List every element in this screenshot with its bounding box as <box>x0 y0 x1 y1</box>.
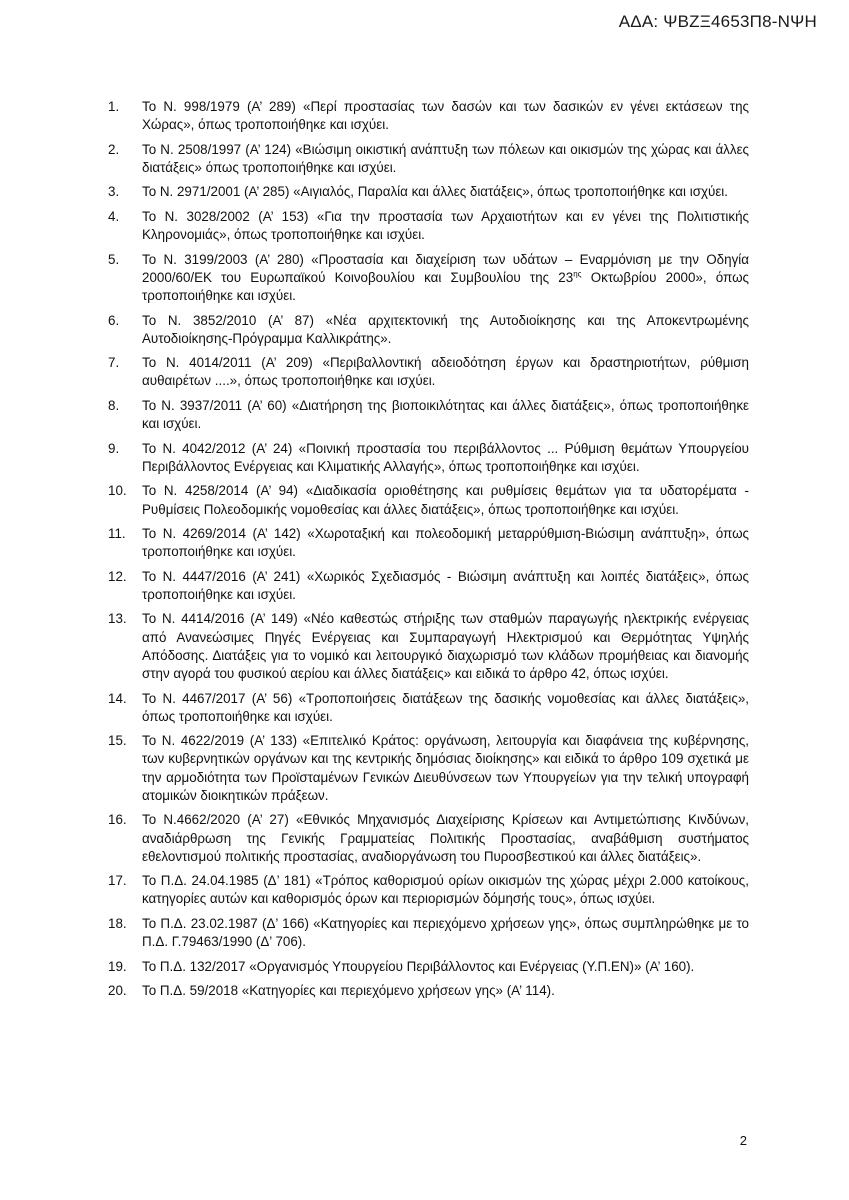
list-item <box>108 354 749 390</box>
list-item <box>108 440 749 476</box>
list-item <box>108 397 749 433</box>
item-text-after: Οκτωβρίου 2000», όπως τροποποιήθηκε και ισχύει. <box>142 269 749 304</box>
item-text: Το Ν. 4447/2016 (Α’ 241) «Χωρικός Σχεδιασμός - Βιώσιμη ανάπτυξη και λοιπές διατάξεις», όπως τροποποιήθηκε και ισχύει. <box>142 568 749 602</box>
item-text: Το Π.Δ. 23.02.1987 (Δ’ 166) «Κατηγορίες και περιεχόμενο χρήσεων γης», όπως συμπληρώθηκε με το Π.Δ. Γ.79463/1990 (Δ’ 706). <box>142 915 749 950</box>
list-item <box>108 568 749 604</box>
item-number: 20. <box>108 983 127 999</box>
item-text: Το Ν. 4467/2017 (Α’ 56) «Τροποποιήσεις διατάξεων της δασικής νομοθεσίας και άλλες διατάξεις», όπως τροποποιήθηκε και ισχύει. <box>142 690 749 724</box>
item-number: 6. <box>108 312 120 328</box>
item-number: 3. <box>108 184 120 200</box>
item-number: 7. <box>108 355 120 371</box>
list-item <box>108 732 749 805</box>
item-number: 9. <box>108 440 120 456</box>
item-number: 2. <box>108 141 120 157</box>
item-text: Το Ν. 3937/2011 (Α’ 60) «Διατήρηση της βιοποικιλότητας και άλλες διατάξεις», όπως τροποποιήθηκε και ισχύει. <box>142 397 749 432</box>
item-text: Το Ν. 4014/2011 (Α’ 209) «Περιβαλλοντική αδειοδότηση έργων και δραστηριοτήτων, ρύθμιση αυθαιρέτων ....», όπως τροποποιήθηκε και ισχύει. <box>142 355 749 389</box>
item-text: Το Ν.4662/2020 (Α’ 27) «Εθνικός Μηχανισμός Διαχείρισης Κρίσεων και Αντιμετώπισης Κινδύνων, αναδιάρθρωση της Γενικής Γραμματείας Πολιτικής Προστασίας, αναβάθμιση συστήματος εθελοντισμού πολιτικής προστασίας, αναδιοργάνωση του Πυροσβεστικού και άλλες διατάξεις». <box>142 812 749 864</box>
item-number: 14. <box>108 690 127 706</box>
item-number: 12. <box>108 568 127 584</box>
item-text: Το Π.Δ. 59/2018 «Κατηγορίες και περιεχόμενο χρήσεων γης» (Α’ 114). <box>142 983 555 999</box>
item-number: 15. <box>108 733 127 749</box>
list-item <box>108 872 749 908</box>
item-text: Το Ν. 2508/1997 (Α’ 124) «Βιώσιμη οικιστική ανάπτυξη των πόλεων και οικισμών της χώρας και άλλες διατάξεις» όπως τροποποιήθηκε και ισχύει. <box>142 141 749 175</box>
list-item <box>108 811 749 866</box>
list-item <box>108 958 749 976</box>
item-text: Το Ν. 4269/2014 (Α’ 142) «Χωροταξική και πολεοδομική μεταρρύθμιση-Βιώσιμη ανάπτυξη», όπως τροποποιήθηκε και ισχύει. <box>142 526 749 560</box>
item-text: Το Ν. 4414/2016 (Α’ 149) «Νέο καθεστώς στήριξης των σταθμών παραγωγής ηλεκτρικής ενέργειας από Ανανεώσιμες Πηγές Ενέργειας και Συμπαραγωγή Ηλεκτρισμού και Θερμότητας Υψηλής Απόδοσης. Διατάξεις για το νομικό και λειτουργικό διαχωρισμό των κλάδων προμήθειας και διανομής στην αγορά του φυσικού αερίου και άλλες διατάξεις» και ειδικά το άρθρο 42, όπως ισχύει. <box>142 611 749 682</box>
list-item <box>108 208 749 244</box>
item-text: Το Ν. 4042/2012 (Α’ 24) «Ποινική προστασία του περιβάλλοντος ... Ρύθμιση θεμάτων Υπουργείου Περιβάλλοντος Ενέργειας και Κλιματικής Αλλαγής», όπως τροποποιήθηκε και ισχύει. <box>142 440 749 474</box>
item-number: 17. <box>108 873 127 889</box>
item-text: Το Ν. 998/1979 (Α’ 289) «Περί προστασίας των δασών και των δασικών εν γένει εκτάσεων της Χώρας», όπως τροποποιήθηκε και ισχύει. <box>142 99 749 133</box>
item-text: Το Π.Δ. 132/2017 «Οργανισμός Υπουργείου Περιβάλλοντος και Ενέργειας (Υ.Π.ΕΝ)» (Α’ 160). <box>142 958 695 974</box>
list-item <box>108 690 749 726</box>
item-number: 19. <box>108 958 127 974</box>
item-text: Το Ν. 4622/2019 (Α’ 133) «Επιτελικό Κράτος: οργάνωση, λειτουργία και διαφάνεια της κυβέρνησης, των κυβερνητικών οργάνων και της κεντρικής δημόσιας διοίκησης» και ειδικά το άρθρο 109 σχετικά με την αρμοδιότητα των Προϊσταμένων Γενικών Διευθύνσεων των Υπουργείων για την τελική υπογραφή ατομικών διοικητικών πράξεων. <box>142 733 749 803</box>
item-number: 1. <box>108 99 120 114</box>
item-number: 18. <box>108 915 127 931</box>
list-item <box>108 312 749 348</box>
item-text: Το Ν. 2971/2001 (Α’ 285) «Αιγιαλός, Παραλία και άλλες διατάξεις», όπως τροποποιήθηκε και ισχύει. <box>142 184 728 200</box>
item-text: Το Ν. 3028/2002 (Α’ 153) «Για την προστασία των Αρχαιοτήτων και εν γένει της Πολιτιστικής Κληρονομιάς», όπως τροποποιήθηκε και ισχύει. <box>142 208 749 243</box>
item-number: 11. <box>108 526 126 542</box>
list-item <box>108 251 749 306</box>
item-number: 8. <box>108 397 120 413</box>
item-number: 10. <box>108 483 127 499</box>
item-text: Το Π.Δ. 24.04.1985 (Δ’ 181) «Τρόπος καθορισμού ορίων οικισμών της χώρας μέχρι 2.000 κατοίκους, κατηγορίες αυτών και καθορισμός όρων και περιορισμών δόμησής τους», όπως ισχύει. <box>142 873 749 907</box>
list-item <box>108 482 749 518</box>
ada-code: ΑΔΑ: ΨΒΖΞ4653Π8-ΝΨΗ <box>618 12 817 31</box>
item-number: 16. <box>108 812 127 828</box>
legislation-list <box>108 98 749 1007</box>
list-item <box>108 98 749 134</box>
ordinal-superscript: ης <box>573 269 582 279</box>
list-item <box>108 525 749 561</box>
list-item <box>108 915 749 951</box>
list-item <box>108 982 749 1000</box>
list-item <box>108 183 749 201</box>
page-number: 2 <box>739 1133 747 1148</box>
list-item <box>108 141 749 177</box>
item-text-before: Το Ν. 3199/2003 (Α’ 280) «Προστασία και διαχείριση των υδάτων – Εναρμόνιση με την Οδηγία 2000/60/ΕΚ του Ευρωπαϊκού Κοινοβουλίου και Συμβουλίου της 23 <box>142 251 749 285</box>
item-number: 13. <box>108 611 127 627</box>
item-number: 4. <box>108 208 120 224</box>
list-item <box>108 610 749 683</box>
item-number: 5. <box>108 251 120 267</box>
item-text: Το Ν. 4258/2014 (Α’ 94) «Διαδικασία οριοθέτησης και ρυθμίσεις θεμάτων για τα υδατορέματα - Ρυθμίσεις Πολεοδομικής νομοθεσίας και άλλες διατάξεις», όπως τροποποιήθηκε και ισχύει. <box>142 483 749 517</box>
item-text: Το Ν. 3852/2010 (Α’ 87) «Νέα αρχιτεκτονική της Αυτοδιοίκησης και της Αποκεντρωμένης Αυτοδιοίκησης-Πρόγραμμα Καλλικράτης». <box>142 312 749 346</box>
